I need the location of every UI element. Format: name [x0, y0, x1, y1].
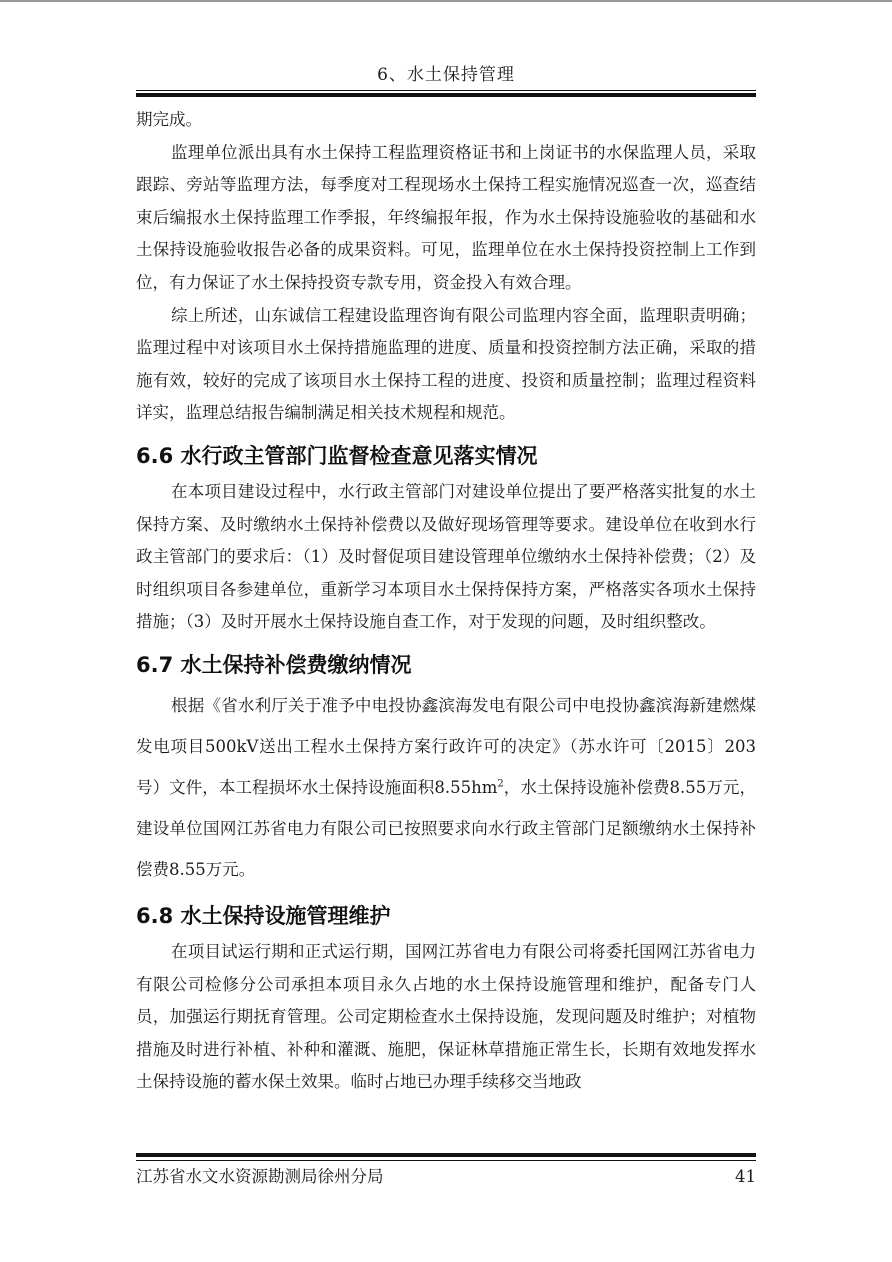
- paragraph-facility-maintenance: 在项目试运行期和正式运行期，国网江苏省电力有限公司将委托国网江苏省电力有限公司检修分公司承担本项目永久占地的水土保持设施管理和维护，配备专门人员，加强运行期抚育管理。公司定期检查水土保持设施，发现问题及时维护；对植物措施及时进行补植、补种和灌溉、施肥，保证林草措施正常生长，长期有效地发挥水土保持设施的蓄水保土效果。临时占地已办理手续移交当地政: [136, 941, 756, 1092]
- page-number: 41: [735, 1167, 756, 1186]
- compensation-text-a: 根据《省水利厅关于准予中电投协鑫滨海发电有限公司中电投协鑫滨海新建燃煤发电项目500kV送出工程水土保持方案行政许可的决定》（苏水许可〔2015〕203号）文件，本工程损坏水土保持设施面积8.55hm: [136, 695, 756, 797]
- heading-6-8: 6.8 水土保持设施管理维护: [136, 903, 391, 928]
- paragraph-supervision-summary: 综上所述，山东诚信工程建设监理咨询有限公司监理内容全面，监理职责明确；监理过程中对该项目水土保持措施监理的进度、质量和投资控制方法正确，采取的措施有效，较好的完成了该项目水土保持工程的进度、投资和质量控制；监理过程资料详实，监理总结报告编制满足相关技术规程和规范。: [136, 305, 756, 423]
- heading-6-6: 6.6 水行政主管部门监督检查意见落实情况: [136, 443, 538, 468]
- compensation-text-b: ，水土保持设施补偿费8.55万元，建设单位国网江苏省电力有限公司已按照要求向水行政主管部门足额缴纳水土保持补偿费8.55万元。: [136, 777, 756, 879]
- header-rule-thick: [136, 93, 756, 97]
- page-top-edge: [0, 0, 892, 2]
- paragraph-compensation-fee: [136, 685, 756, 890]
- footer-organization: 江苏省水文水资源勘测局徐州分局: [136, 1167, 384, 1186]
- area-unit-superscript: 2: [497, 778, 504, 790]
- page-body: [136, 104, 756, 1099]
- paragraph-supervision-methods: 监理单位派出具有水土保持工程监理资格证书和上岗证书的水保监理人员，采取跟踪、旁站等监理方法，每季度对工程现场水土保持工程实施情况巡查一次，巡查结束后编报水土保持监理工作季报，年终编报年报，作为水土保持设施验收的基础和水土保持设施验收报告必备的成果资料。可见，监理单位在水土保持投资控制上工作到位，有力保证了水土保持投资专款专用，资金投入有效合理。: [136, 142, 756, 292]
- heading-6-7: 6.7 水土保持补偿费缴纳情况: [136, 652, 412, 677]
- paragraph-continuation: 期完成。: [136, 110, 202, 129]
- running-header-title: 6、水土保持管理: [377, 65, 515, 85]
- paragraph-supervision-opinions: 在本项目建设过程中，水行政主管部门对建设单位提出了要严格落实批复的水土保持方案、及时缴纳水土保持补偿费以及做好现场管理等要求。建设单位在收到水行政主管部门的要求后：（1）及时督促项目建设管理单位缴纳水土保持补偿费；（2）及时组织项目各参建单位，重新学习本项目水土保持保持方案，严格落实各项水土保持措施；（3）及时开展水土保持设施自查工作，对于发现的问题，及时组织整改。: [136, 481, 756, 632]
- header-rule-thin: [136, 90, 756, 91]
- footer-rule-thin: [136, 1160, 756, 1161]
- footer-rule-thick: [136, 1153, 756, 1157]
